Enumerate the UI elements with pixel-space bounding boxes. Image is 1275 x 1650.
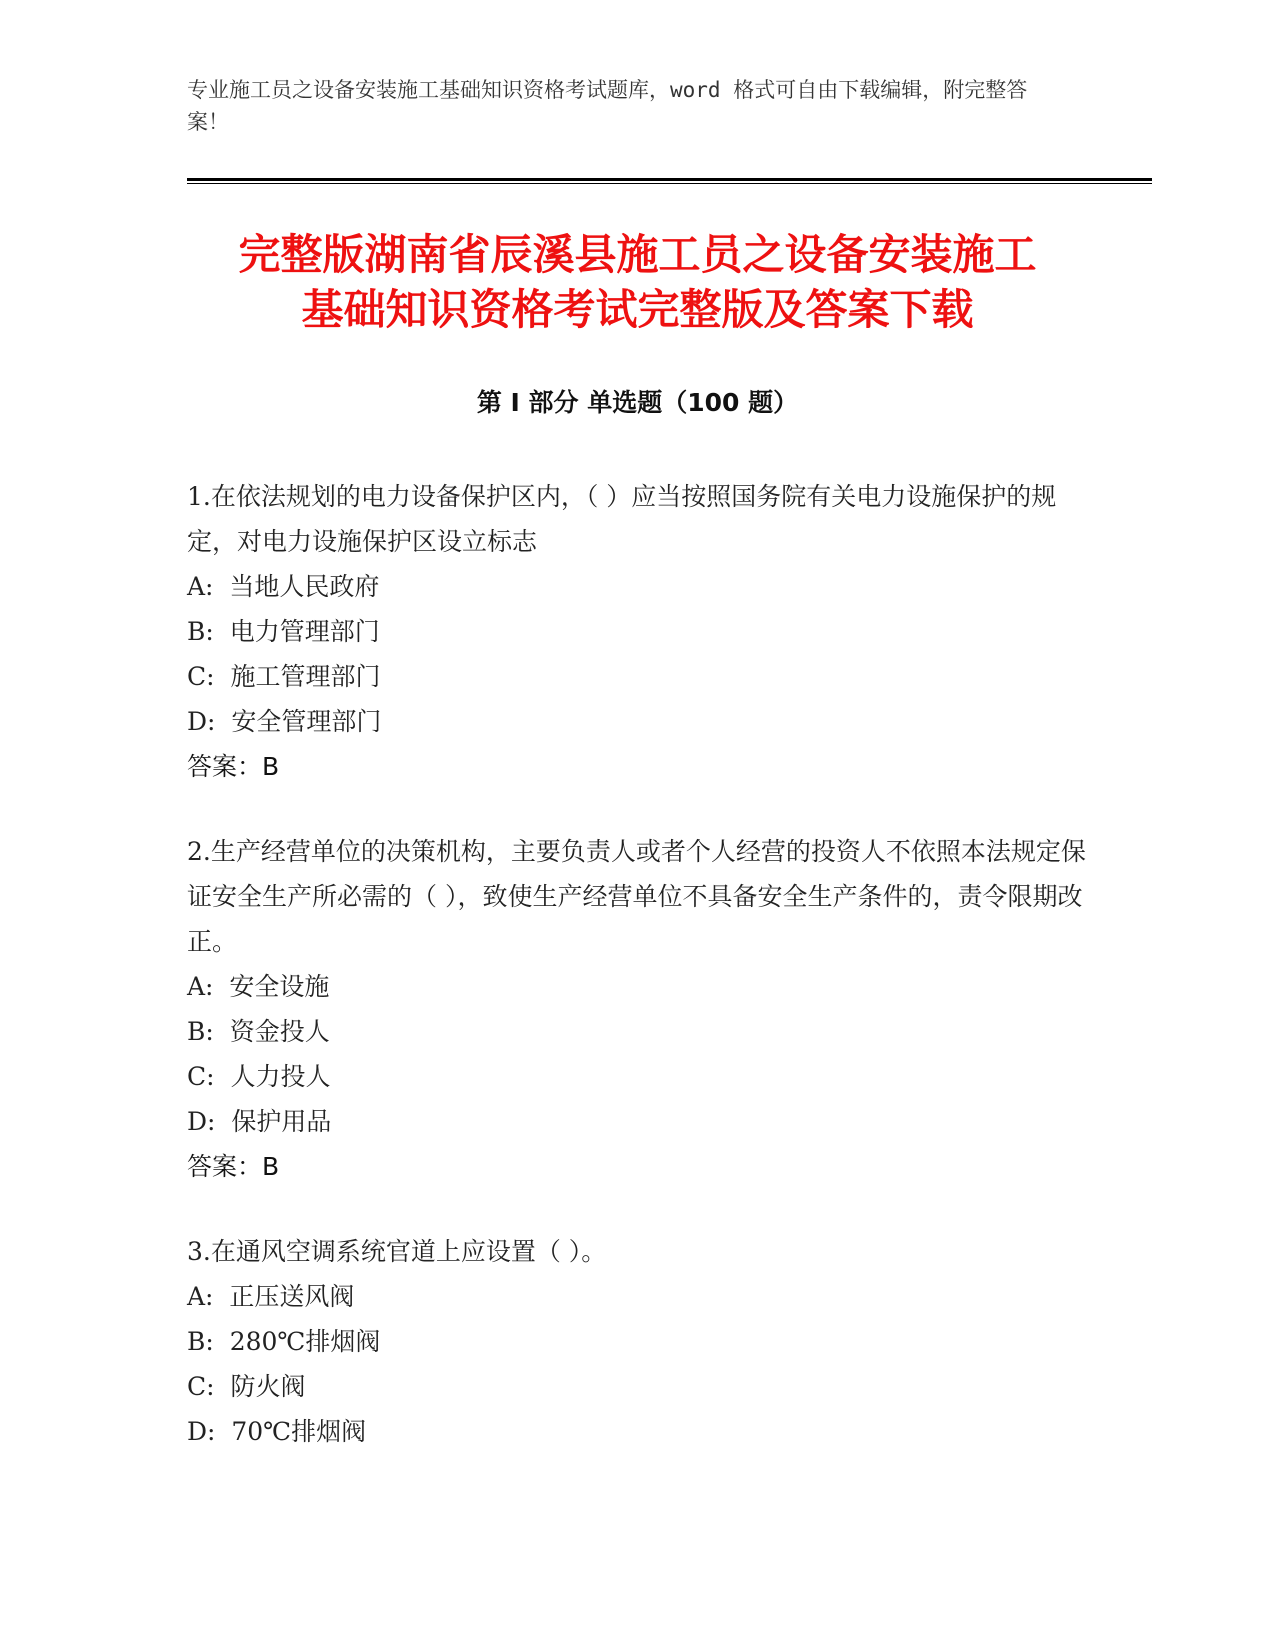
document-title-line-2: 基础知识资格考试完整版及答案下载 [301,285,974,334]
question-text: 1.在依法规划的电力设备保护区内，（ ）应当按照国务院有关电力设施保护的规定，对电力设施保护区设立标志 [187,482,1057,556]
question-1 [187,474,1087,789]
option-a: A: 当地人民政府 [187,572,380,601]
header-rule-thin [187,183,1152,184]
document-title-line-1: 完整版湖南省辰溪县施工员之设备安装施工 [238,230,1037,279]
question-text: 3.在通风空调系统官道上应设置（ ）。 [187,1237,607,1266]
question-text: 2.生产经营单位的决策机构，主要负责人或者个人经营的投资人不依照本法规定保证安全生产所必需的（ ），致使生产经营单位不具备安全生产条件的，责令限期改正。 [187,837,1086,956]
question-3 [187,1229,1087,1454]
document-title [150,227,1125,337]
answer-line: 答案：B [187,752,280,781]
option-c: C: 防火阀 [187,1372,306,1401]
header-rule-thick [187,178,1152,181]
answer-line: 答案：B [187,1152,280,1181]
option-d: D: 安全管理部门 [187,707,382,736]
option-d: D: 70℃排烟阀 [187,1417,367,1446]
option-b: B: 资金投人 [187,1017,330,1046]
option-b: B: 电力管理部门 [187,617,380,646]
option-b: B: 280℃排烟阀 [187,1327,381,1356]
option-d: D: 保护用品 [187,1107,332,1136]
question-2 [187,829,1087,1189]
question-list [187,474,1087,1494]
section-title: 第 I 部分 单选题（100 题） [476,388,799,417]
option-a: A: 安全设施 [187,972,330,1001]
option-c: C: 人力投人 [187,1062,331,1091]
option-c: C: 施工管理部门 [187,662,381,691]
option-a: A: 正压送风阀 [187,1282,355,1311]
header-note: 专业施工员之设备安装施工基础知识资格考试题库，word 格式可自由下载编辑，附完整答案！ [187,78,1028,134]
